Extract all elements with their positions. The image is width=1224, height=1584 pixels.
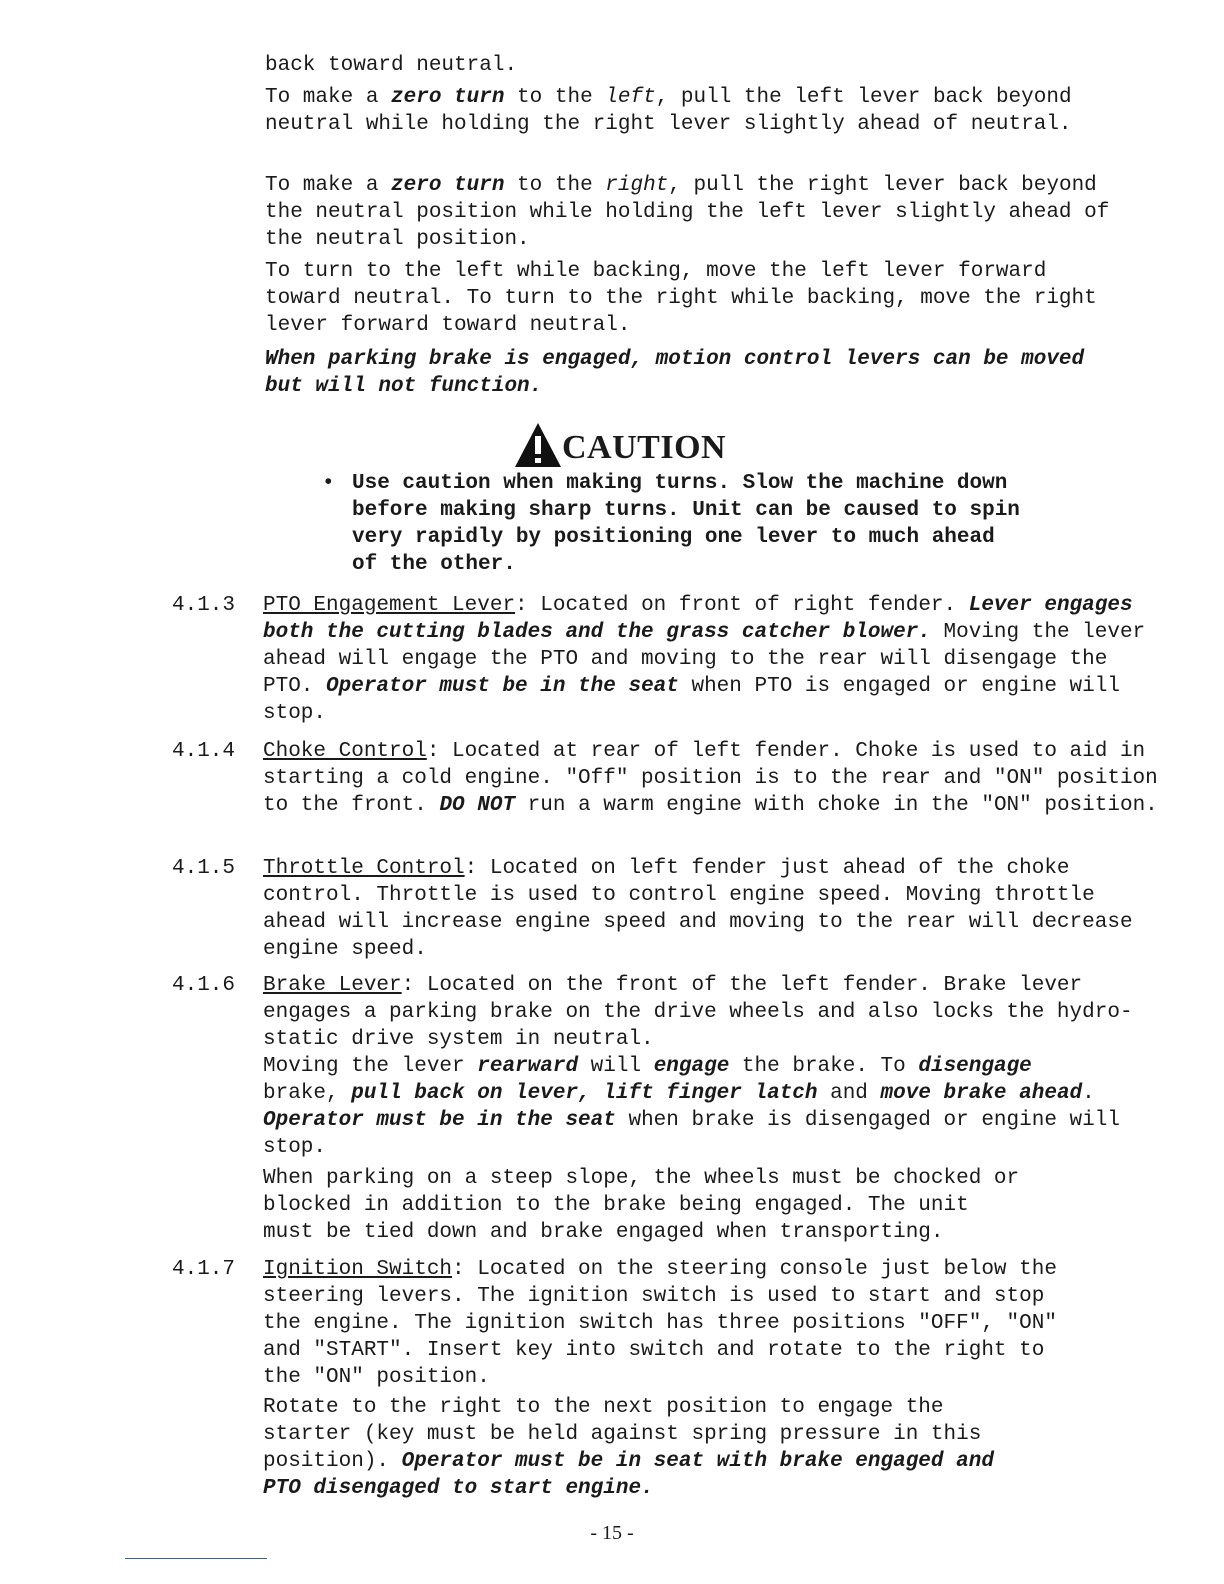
section-brake-lever: Brake Lever: Located on the front of the left fender. Brake lever engages a parking brake on the drive wheels and also locks the hydro-static drive system in neutral. [263, 974, 1133, 1051]
page-number: - 15 - [590, 1522, 634, 1544]
bullet-icon: • [322, 472, 335, 495]
footer-rule [125, 1558, 267, 1559]
caution-bullet-text: Use caution when making turns. Slow the machine down before making sharp turns. Unit can be caused to spin very rapidly by positioning one lever to much ahead of the other. [352, 472, 1020, 576]
section-heading: Throttle Control [263, 857, 465, 880]
caution-heading [514, 420, 726, 468]
para-parking-brake-note: When parking brake is engaged, motion control levers can be moved but will not function. [265, 348, 1085, 398]
section-heading: Ignition Switch [263, 1258, 453, 1281]
para-zero-turn-left: To make a zero turn to the left, pull the left lever back beyond neutral while holding the right lever slightly ahead of neutral. [265, 86, 1072, 136]
brake-lever-operation: Moving the lever rearward will engage the brake. To disengage brake, pull back on lever, lift finger latch and move brake ahead. Operator must be in the seat when brake is disengaged or engine will stop. [263, 1055, 1120, 1159]
section-heading: Brake Lever [263, 974, 402, 997]
para-neutral: back toward neutral. [265, 54, 518, 77]
warning-icon [514, 422, 562, 468]
section-throttle-control: Throttle Control: Located on left fender just ahead of the choke control. Throttle is used to control engine speed. Moving throttle ahead will increase engine speed and moving to the rear will decrease engine speed. [263, 857, 1133, 961]
section-number-4-1-3: 4.1.3 [172, 594, 236, 617]
caution-title: CAUTION [562, 429, 727, 466]
section-number-4-1-7: 4.1.7 [172, 1258, 236, 1281]
section-ignition-switch: Ignition Switch: Located on the steering console just below the steering levers. The ignition switch is used to start and stop the engine. The ignition switch has three positions "OFF", "ON" and "START". Insert key into switch and rotate to the right to the "ON" position. [263, 1258, 1057, 1389]
section-pto-engagement: PTO Engagement Lever: Located on front of right fender. Lever engages both the cutting blades and the grass catcher blower. Moving the lever ahead will engage the PTO and moving to the rear will disengage the PTO. Operator must be in the seat when PTO is engaged or engine will stop. [263, 594, 1146, 725]
section-number-4-1-4: 4.1.4 [172, 740, 236, 763]
para-backing-turns: To turn to the left while backing, move the left lever forward toward neutral. To turn to the right while backing, move the right lever forward toward neutral. [265, 260, 1097, 337]
section-number-4-1-5: 4.1.5 [172, 857, 236, 880]
section-number-4-1-6: 4.1.6 [172, 974, 236, 997]
section-heading: PTO Engagement Lever [263, 594, 516, 617]
ignition-start-procedure: Rotate to the right to the next position to engage the starter (key must be held against spring pressure in this position). Operator must be in seat with brake engaged and PTO disengaged to start engine. [263, 1396, 994, 1500]
section-choke-control: Choke Control: Located at rear of left fender. Choke is used to aid in starting a cold engine. "Off" position is to the rear and "ON" position to the front. DO NOT run a warm engine with choke in the "ON" position. [263, 740, 1158, 817]
brake-lever-parking-note: When parking on a steep slope, the wheels must be chocked or blocked in addition to the brake being engaged. The unit must be tied down and brake engaged when transporting. [263, 1167, 1020, 1244]
para-zero-turn-right: To make a zero turn to the right, pull the right lever back beyond the neutral position while holding the left lever slightly ahead of the neutral position. [265, 174, 1110, 251]
section-heading: Choke Control [263, 740, 427, 763]
